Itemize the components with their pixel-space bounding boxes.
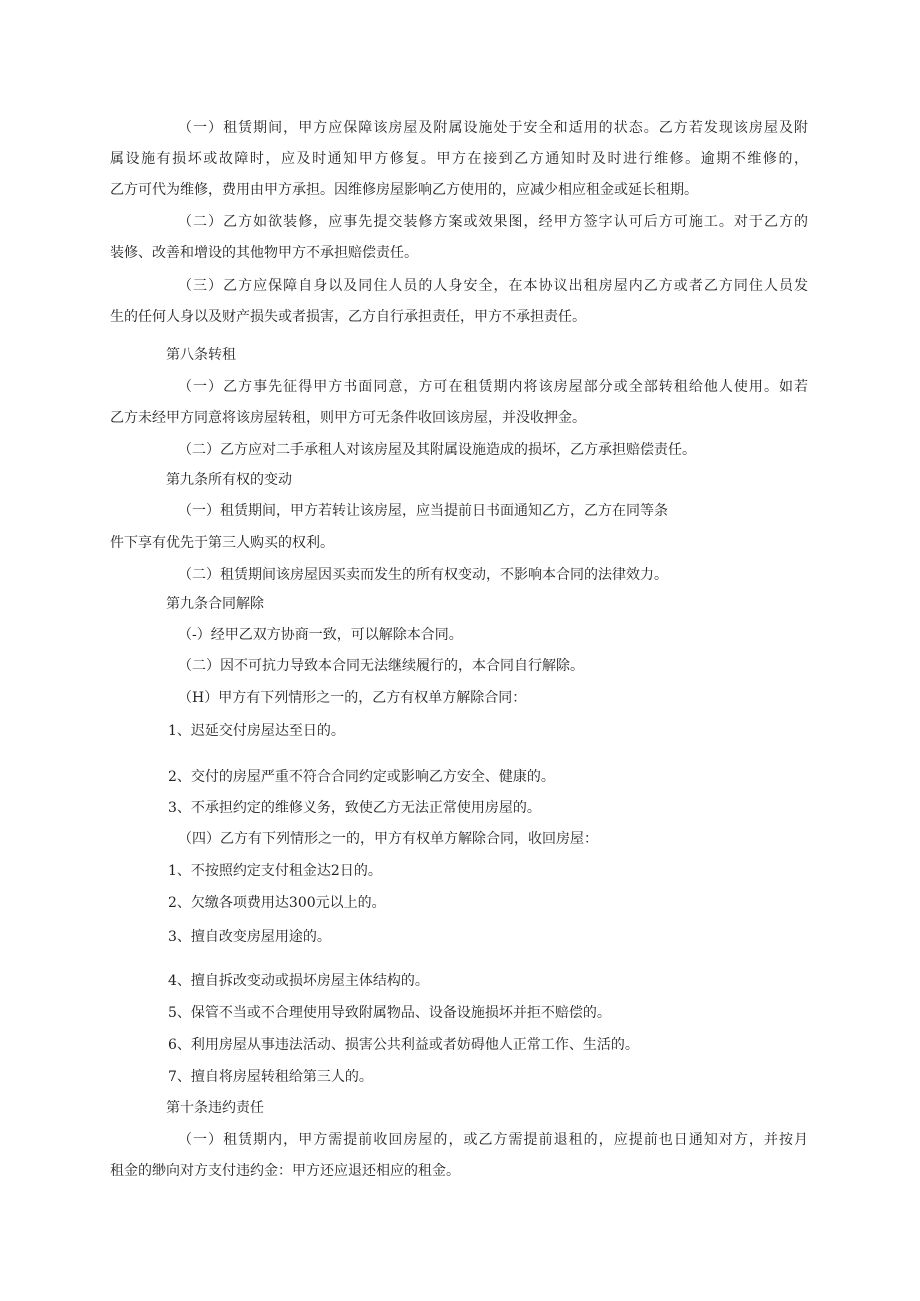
paragraph-line: （二）乙方如欲装修，应事先提交装修方案或效果图，经甲方签字认可后方可施工。对于乙方的 (178, 214, 808, 230)
paragraph-line: （二）租赁期间该房屋因买卖而发生的所有权变动，不影响本合同的法律效力。 (178, 567, 668, 583)
list-item: 6、利用房屋从事违法活动、损害公共利益或者妨碍他人正常工作、生活的。 (168, 1037, 639, 1053)
list-item: 3、擅自改变房屋用途的。 (168, 929, 331, 945)
paragraph-line: 生的任何人身以及财产损失或者损害，乙方自行承担责任，甲方不承担责任。 (110, 309, 586, 325)
paragraph-line: 乙方可代为维修，费用由甲方承担。因维修房屋影响乙方使用的，应减少相应租金或延长租期。 (110, 182, 698, 198)
paragraph-line: 件下享有优先于第三人购买的权利。 (110, 535, 334, 551)
paragraph-line: 属设施有损坏或故障时，应及时通知甲方修复。甲方在接到乙方通知时及时进行维修。逾期不维修的， (110, 151, 808, 167)
list-item: 4、擅自拆改变动或损坏房屋主体结构的。 (168, 973, 429, 989)
list-item: 2、交付的房屋严重不符合合同约定或影响乙方安全、健康的。 (168, 769, 555, 785)
paragraph-line: （三）乙方应保障自身以及同住人员的人身安全，在本协议出租房屋内乙方或者乙方同住人员发 (178, 278, 808, 294)
section-heading-8: 第八条转租 (166, 347, 236, 363)
paragraph-line: 租金的缈向对方支付违约金：甲方还应退还相应的租金。 (110, 1163, 460, 1179)
list-item: 5、保管不当或不合理使用导致附属物品、设备设施损坏并拒不赔偿的。 (168, 1005, 611, 1021)
section-heading-9b: 第九条合同解除 (166, 596, 264, 612)
list-item: 2、欠缴各项费用达300元以上的。 (168, 895, 386, 911)
paragraph-line: （一）乙方事先征得甲方书面同意，方可在租赁期内将该房屋部分或全部转租给他人使用。如若 (178, 379, 808, 395)
paragraph-line: （一）租赁期间，甲方若转让该房屋，应当提前日书面通知乙方，乙方在同等条 (178, 503, 668, 519)
paragraph-line: 装修、改善和增设的其他物甲方不承担赔偿责任。 (110, 245, 418, 261)
paragraph-line: （二）因不可抗力导致本合同无法继续履行的，本合同自行解除。 (178, 658, 584, 674)
paragraph-line: （一）租赁期间，甲方应保障该房屋及附属设施处于安全和适用的状态。乙方若发现该房屋及附 (178, 120, 808, 136)
paragraph-line: （一）租赁期内，甲方需提前收回房屋的，或乙方需提前退租的，应提前也日通知对方，并按月 (178, 1132, 808, 1148)
section-heading-10: 第十条违约责任 (166, 1100, 264, 1116)
section-heading-9a: 第九条所有权的变动 (166, 472, 292, 488)
paragraph-line: （H）甲方有下列情形之一的，乙方有权单方解除合同： (178, 690, 527, 706)
list-item: 7、擅自将房屋转租给第三人的。 (168, 1069, 373, 1085)
list-item: 1、迟延交付房屋达至日的。 (168, 723, 345, 739)
list-item: 3、不承担约定的维修义务，致使乙方无法正常使用房屋的。 (168, 800, 541, 816)
paragraph-line: 乙方未经甲方同意将该房屋转租，则甲方可无条件收回该房屋，并没收押金。 (110, 410, 586, 426)
paragraph-line: （-）经甲乙双方协商一致，可以解除本合同。 (178, 627, 463, 643)
paragraph-line: （四）乙方有下列情形之一的，甲方有权单方解除合同，收回房屋： (178, 831, 598, 847)
paragraph-line: （二）乙方应对二手承租人对该房屋及其附属设施造成的损坏，乙方承担赔偿责任。 (178, 442, 696, 458)
list-item: 1、不按照约定支付租金达2日的。 (168, 863, 382, 879)
